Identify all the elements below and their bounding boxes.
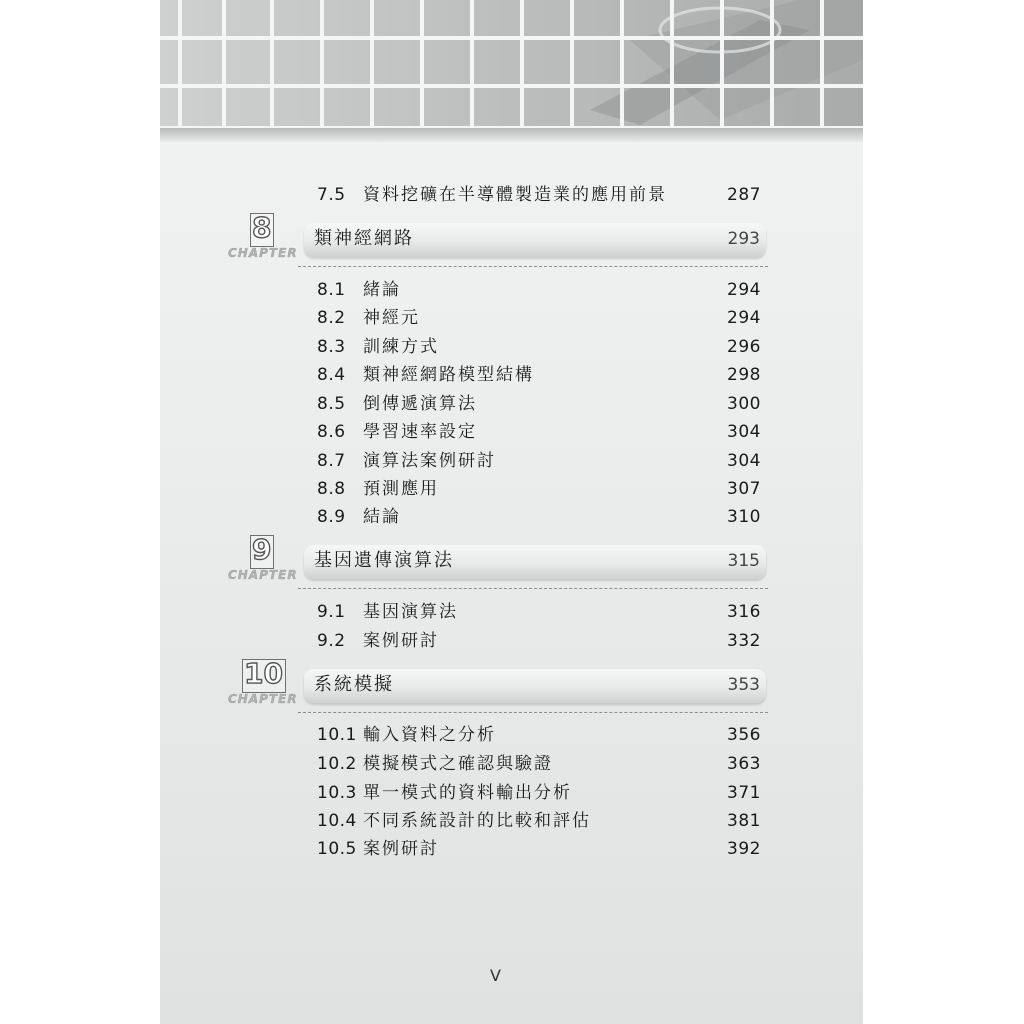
section-page: 381	[727, 811, 761, 831]
dashed-divider	[298, 266, 768, 267]
section-number: 8.2	[317, 308, 346, 328]
section-title: 演算法案例研討	[363, 451, 496, 471]
toc-entry[interactable]	[317, 628, 761, 654]
chapter-number: 8	[252, 211, 272, 244]
section-page: 392	[727, 839, 761, 859]
page-folio: V	[490, 966, 501, 985]
section-number: 8.7	[317, 451, 346, 471]
toc-entry[interactable]	[317, 277, 761, 303]
section-page: 371	[727, 783, 761, 803]
section-page: 304	[727, 422, 761, 442]
section-title: 資料挖礦在半導體製造業的應用前景	[363, 185, 667, 205]
dashed-divider	[298, 712, 768, 713]
toc-entry[interactable]	[317, 722, 761, 748]
chapter-number: 9	[252, 533, 272, 566]
chapter-page: 315	[727, 551, 760, 571]
section-title: 結論	[363, 507, 401, 527]
section-title: 神經元	[363, 308, 420, 328]
section-page: 363	[727, 754, 761, 774]
section-number: 8.1	[317, 280, 346, 300]
toc-entry[interactable]	[317, 448, 761, 474]
section-number: 10.4	[317, 811, 357, 831]
section-title: 倒傳遞演算法	[363, 394, 477, 414]
section-number: 8.4	[317, 365, 346, 385]
chapter-9-heading[interactable]	[228, 533, 768, 595]
toc-entry[interactable]	[317, 419, 761, 445]
chapter-10-heading[interactable]	[228, 657, 768, 719]
toc-entry[interactable]	[317, 808, 761, 834]
toc-entry[interactable]	[317, 391, 761, 417]
section-page: 300	[727, 394, 761, 414]
toc-entry[interactable]	[317, 836, 761, 862]
toc-entry[interactable]	[317, 305, 761, 331]
section-page: 310	[727, 507, 761, 527]
section-page: 332	[727, 631, 761, 651]
chapter-title: 系統模擬	[314, 674, 394, 695]
section-page: 304	[727, 451, 761, 471]
section-page: 298	[727, 365, 761, 385]
section-number: 10.3	[317, 783, 357, 803]
section-number: 8.5	[317, 394, 346, 414]
chapter-label: CHAPTER	[228, 246, 298, 260]
section-title: 預測應用	[363, 479, 439, 499]
section-page: 316	[727, 602, 761, 622]
section-number: 9.2	[317, 631, 346, 651]
section-title: 單一模式的資料輸出分析	[363, 783, 572, 803]
section-number: 10.5	[317, 839, 357, 859]
chapter-title: 基因遺傳演算法	[314, 550, 454, 571]
section-title: 學習速率設定	[363, 422, 477, 442]
section-number: 9.1	[317, 602, 346, 622]
toc-entry[interactable]	[317, 599, 761, 625]
toc-entry[interactable]	[317, 751, 761, 777]
section-number: 8.6	[317, 422, 346, 442]
section-title: 案例研討	[363, 631, 439, 651]
section-number: 7.5	[317, 185, 346, 205]
section-number: 8.3	[317, 337, 346, 357]
section-page: 294	[727, 280, 761, 300]
section-page: 356	[727, 725, 761, 745]
section-page: 307	[727, 479, 761, 499]
section-number: 8.9	[317, 507, 346, 527]
chapter-title: 類神經網路	[314, 228, 414, 249]
chapter-page: 353	[727, 675, 760, 695]
toc-entry[interactable]	[317, 780, 761, 806]
section-page: 287	[727, 185, 761, 205]
chapter-8-heading[interactable]	[228, 211, 768, 273]
section-page: 294	[727, 308, 761, 328]
chapter-label: CHAPTER	[228, 568, 298, 582]
toc-entry[interactable]	[317, 504, 761, 530]
section-title: 模擬模式之確認與驗證	[363, 754, 553, 774]
chapter-number: 10	[244, 657, 283, 690]
section-title: 緒論	[363, 280, 401, 300]
section-number: 10.1	[317, 725, 357, 745]
section-title: 不同系統設計的比較和評估	[363, 811, 591, 831]
toc-entry[interactable]	[317, 334, 761, 360]
dashed-divider	[298, 588, 768, 589]
section-number: 8.8	[317, 479, 346, 499]
chapter-page: 293	[727, 229, 760, 249]
section-title: 訓練方式	[363, 337, 439, 357]
section-title: 輸入資料之分析	[363, 725, 496, 745]
chapter-label: CHAPTER	[228, 692, 298, 706]
section-title: 基因演算法	[363, 602, 458, 622]
section-title: 案例研討	[363, 839, 439, 859]
toc-entry[interactable]	[317, 362, 761, 388]
toc-entry-7-5[interactable]	[317, 182, 761, 208]
section-title: 類神經網路模型結構	[363, 365, 534, 385]
section-number: 10.2	[317, 754, 357, 774]
section-page: 296	[727, 337, 761, 357]
toc-entry[interactable]	[317, 476, 761, 502]
